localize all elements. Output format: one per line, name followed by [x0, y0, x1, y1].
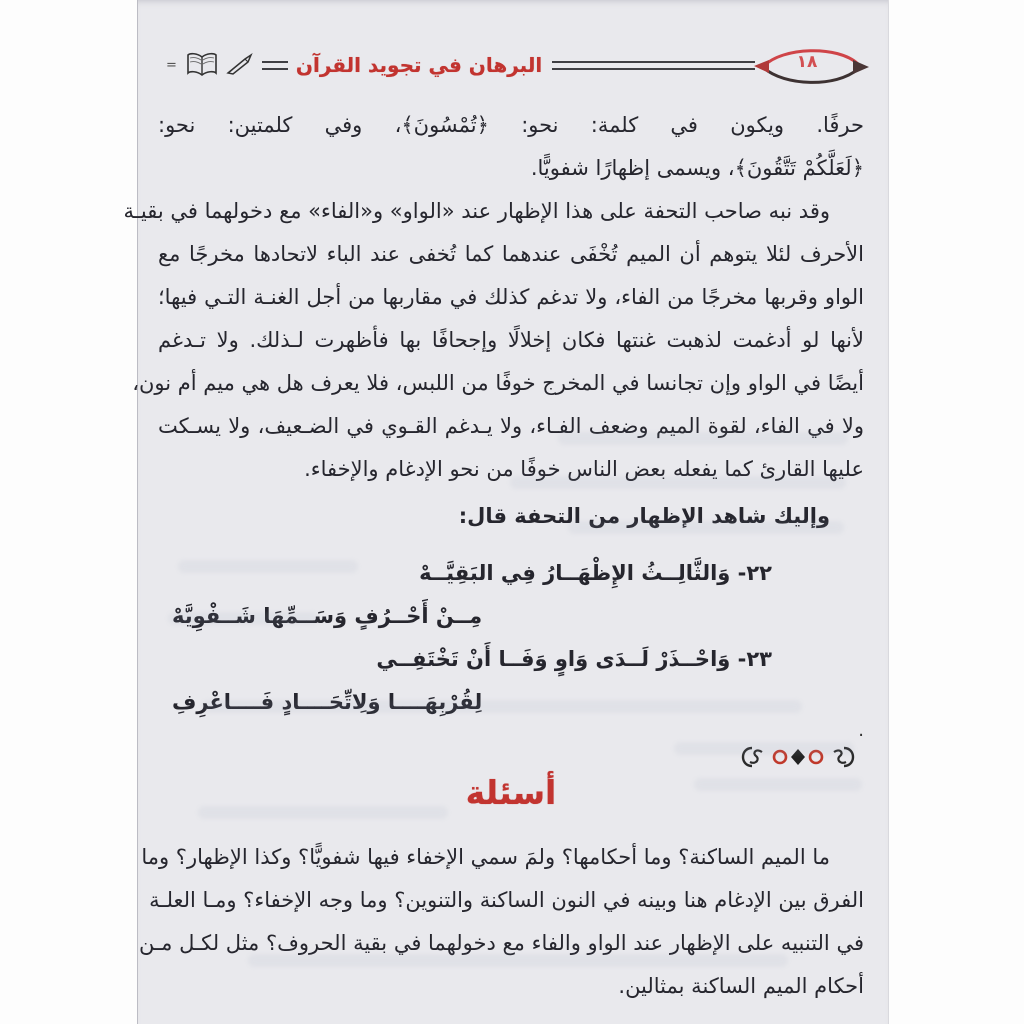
paragraph-line: الأحرف لئلا يتوهم أن الميم تُخْفَى عندهما كما تُخفى عند الباء لاتحادها مخرجًا مع	[158, 242, 864, 266]
paragraph-line: عليها القارئ كما يفعله بعض الناس خوفًا من نحو الإدغام والإخفاء.	[304, 457, 864, 481]
open-book-icon	[185, 52, 219, 78]
paragraph-line: الواو وقربها مخرجًا من الفاء، ولا تدغم كذلك في مقاربها من أجل الغنـة التـي فيها؛	[158, 285, 864, 309]
verse-22-first-hemistich: ٢٢- وَالثَّالِــثُ الإِظْهَــارُ فِي البَقِيَّــهْ	[419, 561, 772, 585]
verse-22-second-hemistich: مِــنْ أَحْــرُفٍ وَسَــمِّهَا شَــفْوِيَّهْ	[172, 604, 483, 628]
writing-pen-icon	[225, 53, 255, 77]
questions-heading: أسئلة	[465, 773, 557, 812]
paragraph-line: وقد نبه صاحب التحفة على هذا الإظهار عند «الواو» و«الفاء» مع دخولهما في بقيـة	[123, 199, 830, 223]
verse-23-second-hemistich: لِقُرْبِهَــــا وَلِاتِّحَــــادٍ فَــــاعْرِفِ	[172, 690, 483, 714]
section-divider	[158, 744, 864, 770]
intro-line-1: حرفًا. ويكون في كلمة: نحو: ﴿تُمْسُونَ﴾، وفي كلمتين: نحو:	[158, 113, 864, 137]
header-rule-long	[552, 61, 755, 70]
divider-ornament-icon	[732, 744, 864, 770]
question-line: في التنبيه على الإظهار عند الواو والفاء مع دخولهما في بقية الحروف؟ مثل لكـل مـن	[139, 931, 864, 955]
paragraph-line: ولا في الفاء، لقوة الميم وضعف الفـاء، ولا يـدغم القـوي في الضـعيف، ولا يسـكت	[158, 414, 864, 438]
page-content	[123, 88, 888, 1008]
page-number: ١٨	[796, 52, 818, 72]
lead-in-line: وإليك شاهد الإظهار من التحفة قال:	[458, 504, 830, 528]
questions-paragraph	[139, 836, 864, 1008]
verse-23-first-hemistich: ٢٣- وَاحْــذَرْ لَــدَى وَاوٍ وَفَــا أَنْ تَخْتَفِــي	[376, 647, 772, 671]
paragraph-line: لأنها لو أدغمت لذهبت غنتها فكان إخلالًا وإجحافًا بها فأظهرت لـذلك. ولا تـدغم	[158, 328, 864, 352]
book-title: البرهان في تجويد القرآن	[295, 53, 543, 77]
page-header	[166, 42, 870, 88]
question-line: ما الميم الساكنة؟ وما أحكامها؟ ولمَ سمي الإخفاء فيها شفويًّا؟ وكذا الإظهار؟ وما	[141, 845, 830, 869]
header-rule-short	[262, 61, 288, 70]
intro-line-2: ﴿لَعَلَّكُمْ تَتَّقُونَ﴾، ويسمى إظهارًا شفويًّا.	[530, 156, 864, 180]
page-number-badge	[752, 42, 870, 88]
stray-period-mark: .	[858, 720, 864, 741]
binding-mark: =	[166, 57, 176, 73]
paragraph-line: أيضًا في الواو وإن تجانسا في المخرج خوفًا من اللبس، فلا يعرف هل هي ميم أم نون،	[132, 371, 864, 395]
question-line: أحكام الميم الساكنة بمثالين.	[618, 974, 864, 998]
book-page	[123, 0, 889, 1024]
question-line: الفرق بين الإدغام هنا وبينه في النون الساكنة والتنوين؟ وما وجه الإخفاء؟ ومـا العلـة	[149, 888, 864, 912]
